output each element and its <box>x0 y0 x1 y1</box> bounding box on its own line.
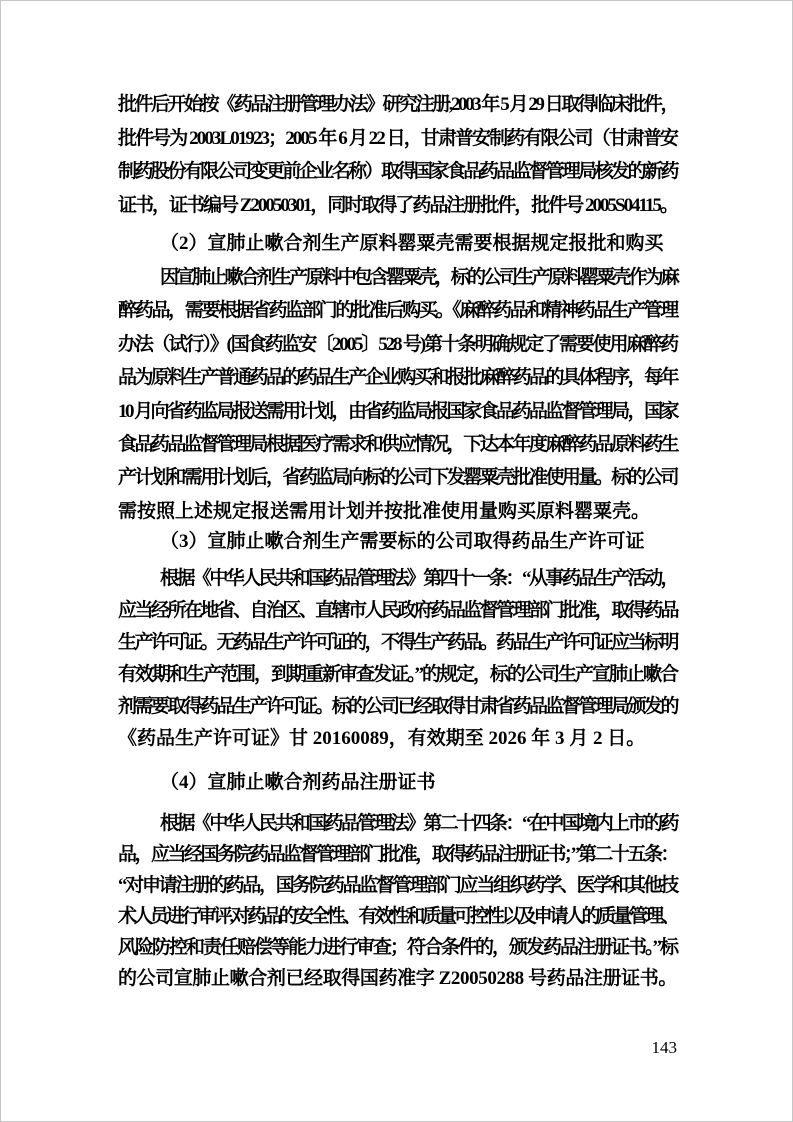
line-text: “对申请注册的药品，国务院药品监督管理部门应当组织药学、医学和其他技 <box>118 875 677 896</box>
line-text: 批件后开始按《药品注册管理办法》研究注册,2003 年 5 月 29 日取得临床批件， <box>118 94 677 115</box>
text-line <box>118 495 677 528</box>
section-heading-4: （4）宣肺止嗽合剂药品注册证书 <box>160 772 436 793</box>
line-text: 制药股份有限公司变更前企业名称）取得国家食品药品监督管理局核发的新药 <box>118 161 677 182</box>
text-line <box>118 88 677 122</box>
line-text: 醉药品，需要根据省药监部门的批准后购买。《麻醉药品和精神药品生产管理 <box>118 300 677 322</box>
section-heading-2: （2）宣肺止嗽合剂生产原料罂粟壳需要根据规定报批和购买 <box>160 233 664 254</box>
line-text: 品为原料生产普通药品的药品生产企业购买和报批麻醉药品的具体程序，每年 <box>118 367 677 389</box>
line-text: 食品药品监督管理局根据医疗需求和供应情况，下达本年度麻醉药品原料药生 <box>118 434 677 456</box>
line-text: 的公司宣肺止嗽合剂已经取得国药准字 Z20050288 号药品注册证书。 <box>118 968 677 989</box>
line-text: 术人员进行审评,对药品的安全性、有效性和质量可控性以及申请人的质量管理、 <box>118 906 677 927</box>
section-heading-3: （3）宣肺止嗽合剂生产需要标的公司取得药品生产许可证 <box>160 531 645 552</box>
text-line <box>118 361 677 394</box>
text-line <box>118 428 677 461</box>
text-line <box>118 627 677 659</box>
line-text: 产计划和需用计划后，省药监局向标的公司下发罂粟壳批准使用量。标的公司 <box>118 467 677 489</box>
line-text: 10 月向省药监局报送需用计划，由省药监局报国家食品药品监督管理局，国家 <box>118 400 677 422</box>
line-text: 批件号为 2003L01923；2005 年 6 月 22 日，甘肃普安制药有限公司（甘肃普安 <box>118 127 677 149</box>
paragraph-drug-registration-certificate <box>118 808 677 994</box>
line-text: 因宣肺止嗽合剂生产原料中包含罂粟壳，标的公司生产原料罂粟壳作为麻 <box>160 267 677 288</box>
text-line <box>118 328 677 361</box>
text-line <box>118 122 677 156</box>
text-line <box>118 395 677 428</box>
text-line <box>118 461 677 494</box>
line-text: 《药品生产许可证》甘 20160089，有效期至 2026 年 3 月 2 日。 <box>118 728 646 749</box>
line-text: 应当经所在地省、自治区、直辖市人民政府药品监督管理部门批准，取得药品 <box>118 600 677 621</box>
line-text: 根据《中华人民共和国药品管理法》第四十一条：“从事药品生产活动， <box>160 568 677 589</box>
text-line <box>118 691 677 723</box>
paragraph-production-license <box>118 563 677 755</box>
text-line <box>118 595 677 627</box>
text-line <box>118 189 677 223</box>
line-text: 品，应当经国务院药品监督管理部门批准，取得药品注册证书；”第二十五条： <box>118 844 677 865</box>
text-line <box>118 155 677 189</box>
line-text: 证书，证书编号 Z20050301，同时取得了药品注册批件，批件号 2005S04115。 <box>118 194 677 216</box>
text-line <box>118 870 677 901</box>
line-text: 需按照上述规定报送需用计划并按批准使用量购买原料罂粟壳。 <box>118 500 651 522</box>
paragraph-poppy-husk-approval <box>118 261 677 528</box>
text-line <box>118 659 677 691</box>
page-number: 143 <box>651 1038 677 1057</box>
paragraph-registration-history <box>118 88 677 222</box>
text-line <box>118 808 677 839</box>
text-line <box>118 839 677 870</box>
text-line <box>118 294 677 327</box>
line-text: 风险防控和责任赔偿等能力进行审查；符合条件的，颁发药品注册证书。”标 <box>118 937 677 958</box>
text-line <box>118 261 677 294</box>
line-text: 生产许可证。无药品生产许可证的，不得生产药品。药品生产许可证应当标明 <box>118 632 677 653</box>
text-line <box>118 963 677 994</box>
line-text: 办法（试行）》(国食药监安〔2005〕528 号)第十条明确规定了需要使用麻醉药 <box>118 333 678 355</box>
text-line <box>118 901 677 932</box>
text-line <box>118 723 677 755</box>
text-line <box>118 932 677 963</box>
line-text: 剂需要取得药品生产许可证。标的公司已经取得甘肃省药品监督管理局颁发的 <box>118 696 677 717</box>
text-line <box>118 563 677 595</box>
line-text: 根据《中华人民共和国药品管理法》第二十四条：“在中国境内上市的药 <box>160 813 677 834</box>
line-text: 有效期和生产范围，到期重新审查发证。”的规定，标的公司生产宣肺止嗽合 <box>118 664 677 685</box>
